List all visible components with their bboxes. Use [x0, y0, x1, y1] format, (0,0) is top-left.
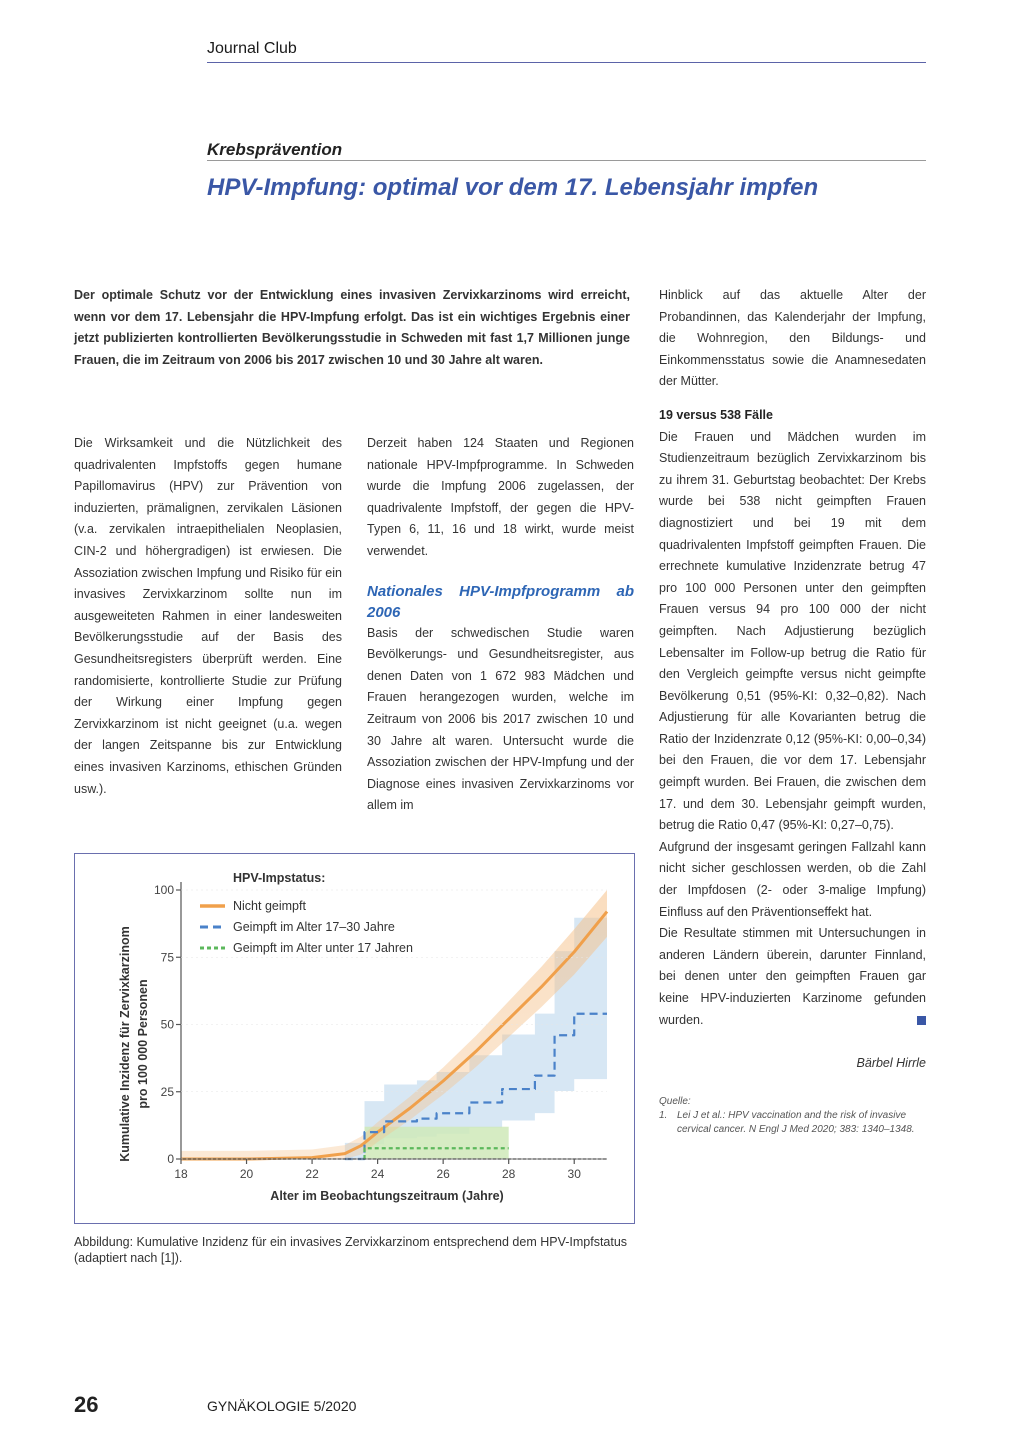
- subheading: Nationales HPV-Impfprogramm ab 2006: [367, 582, 634, 621]
- source-label: Quelle:: [659, 1095, 691, 1107]
- body-paragraph: Hinblick auf das aktuelle Alter der Probandinnen, das Kalenderjahr der Impfung, die Wohnregion, den Bildungs- und Einkommensstatus sowie die Anamnesedaten der Mütter.: [659, 288, 926, 389]
- reference-text: Lei J et al.: HPV vaccination and the risk of invasive cervical cancer. N Engl J Med 2020; 383: 1340–1348.: [677, 1109, 915, 1135]
- incidence-chart: [75, 854, 634, 1223]
- x-tick-label: 18: [174, 1167, 188, 1181]
- y-tick-label: 50: [160, 1017, 174, 1032]
- legend-title: HPV-Impstatus:: [233, 871, 326, 885]
- x-axis-label: Alter im Beobachtungszeitraum (Jahre): [270, 1189, 504, 1203]
- body-paragraph: [659, 923, 926, 1031]
- x-tick-label: 30: [567, 1167, 581, 1181]
- y-axis-label: Kumulative Inzidenz für Zervixkarzinom: [118, 926, 132, 1162]
- column-3: [659, 285, 926, 1137]
- y-tick-label: 25: [160, 1084, 174, 1099]
- x-tick-label: 24: [370, 1167, 385, 1181]
- author: Bärbel Hirrle: [856, 1056, 926, 1071]
- legend-label-1: Nicht geimpft: [233, 899, 306, 913]
- legend-label-2: Geimpft im Alter 17–30 Jahre: [233, 920, 395, 934]
- x-tick-label: 26: [436, 1167, 450, 1181]
- figure-caption: Abbildung: Kumulative Inzidenz für ein invasives Zervixkarzinom entsprechend dem HPV-Impfstatus (adaptiert nach [1]).: [74, 1235, 628, 1265]
- article-title: HPV-Impfung: optimal vor dem 17. Lebensjahr impfen: [207, 174, 819, 201]
- x-tick-label: 28: [502, 1167, 516, 1181]
- y-axis-label-unit: pro 100 000 Personen: [136, 979, 150, 1109]
- section-label: Journal Club: [207, 40, 297, 57]
- body-paragraph: Basis der schwedischen Studie waren Bevölkerungs- und Gesundheitsregister, aus denen Daten von 1 672 983 Mädchen und Frauen herangezogen wurden, welche im Zeitraum von 2006 bis 2017 zwischen 10 und 30 Jahre alt waren. Untersucht wurde die Assoziation zwischen der HPV-Impfung und der Diagnose eines invasiven Zervixkarzinoms vor allem im: [367, 625, 634, 813]
- legend-label-3: Geimpft im Alter unter 17 Jahren: [233, 941, 413, 955]
- body-paragraph: Die Wirksamkeit und die Nützlichkeit des quadrivalenten Impfstoffs gegen humane Papillomavirus (HPV) zur Prävention von induzierten, prämalignen, zervikalen Läsionen (v.a. zervikalen intraepithelialen Neoplasien, CIN-2 und höhergradigen) ist erwiesen. Die Assoziation zwischen Impfung und Risiko für ein invasives Zervixkarzinom sollte nun im ausgeweiteten Rahmen in einer landesweiten Bevölkerungsstudie auf der Basis des Gesundheitsregisters überprüft werden. Eine randomisierte, kontrollierte Studie zur Prüfung der Wirkung einer Impfung gegen Zervixkarzinom ist nicht geeignet (u.a. wegen der langen Zeitspanne bis zur Entwicklung eines invasiven Karzinoms, ethischen Gründen usw.).: [74, 436, 342, 796]
- x-tick-label: 22: [305, 1167, 319, 1181]
- article-kicker: Krebsprävention: [207, 140, 343, 159]
- body-paragraph: Derzeit haben 124 Staaten und Regionen nationale HPV-Impfprogramme. In Schweden wurde die Impfung 2006 zugelassen, der quadrivalente Impfstoff, der gegen die HPV-Typen 6, 11, 16 und 18 wirkt, wurde meist verwendet.: [367, 436, 634, 558]
- figure-box: [74, 853, 635, 1224]
- body-paragraph: Die Frauen und Mädchen wurden im Studienzeitraum bezüglich Zervixkarzinom bis zu ihrem 31. Geburtstag beobachtet: Der Krebs wurde bei 538 nicht geimpften Frauen diagnostiziert und bei 19 mit dem quadrivalenten Impfstoff geimpften Frauen. Die errechnete kumulative Inzidenzrate betrug 47 pro 100 000 Personen unter den geimpften Frauen versus 94 pro 100 000 der nicht geimpften. Nach Adjustierung bezüglich Lebensalter im Follow-up betrug die Ratio für den Vergleich geimpfte versus nicht geimpfte Bevölkerung 0,51 (95%-KI: 0,32–0,82). Nach Adjustierung für alle Kovarianten betrug die Ratio der Inzidenzrate 0,12 (95%-KI: 0,00–0,34) bei den Frauen, die vor dem 17. Lebensjahr geimpft wurden. Bei Frauen, die zwischen dem 17. und dem 30. Lebensjahr geimpft wurden, betrug die Ratio 0,47 (95%-KI: 0,27–0,75).: [659, 429, 926, 833]
- body-paragraph-text: Die Resultate stimmen mit Untersuchungen in anderen Ländern überein, darunter Finnland, bei denen unter den geimpften Frauen gar keine HPV-induzierten Karzinome gefunden wurden.: [659, 926, 926, 1027]
- article-lead: Der optimale Schutz vor der Entwicklung eines invasiven Zervixkarzinoms wird erreicht, wenn vor dem 17. Lebensjahr die HPV-Impfung erfolgt. Das ist ein wichtiges Ergebnis einer jetzt publizierten kontrollierten Bevölkerungsstudie in Schweden mit fast 1,7 Millionen junge Frauen, die im Zeitraum von 2006 bis 2017 zwischen 10 und 30 Jahre alt waren.: [74, 288, 630, 367]
- reference-item: [659, 1109, 926, 1137]
- column-1: [74, 433, 342, 800]
- journal-name: GYNÄKOLOGIE 5/2020: [207, 1398, 357, 1414]
- y-tick-label: 75: [160, 950, 174, 965]
- x-tick-label: 20: [239, 1167, 254, 1181]
- reference-number: 1.: [659, 1109, 668, 1121]
- header-rule: [207, 62, 926, 63]
- page-number: 26: [74, 1392, 99, 1417]
- subheading: 19 versus 538 Fälle: [659, 407, 773, 422]
- y-tick-label: 100: [153, 883, 174, 897]
- body-paragraph: Aufgrund der insgesamt geringen Fallzahl kann nicht sicher geschlossen werden, ob die Zahl der Impfdosen (2- oder 3-malige Impfung) Einfluss auf den Präventionseffekt hat.: [659, 839, 926, 919]
- y-tick-label: 0: [167, 1152, 174, 1166]
- column-2: [367, 433, 634, 817]
- end-mark-icon: [917, 1016, 926, 1025]
- kicker-rule: [207, 160, 926, 161]
